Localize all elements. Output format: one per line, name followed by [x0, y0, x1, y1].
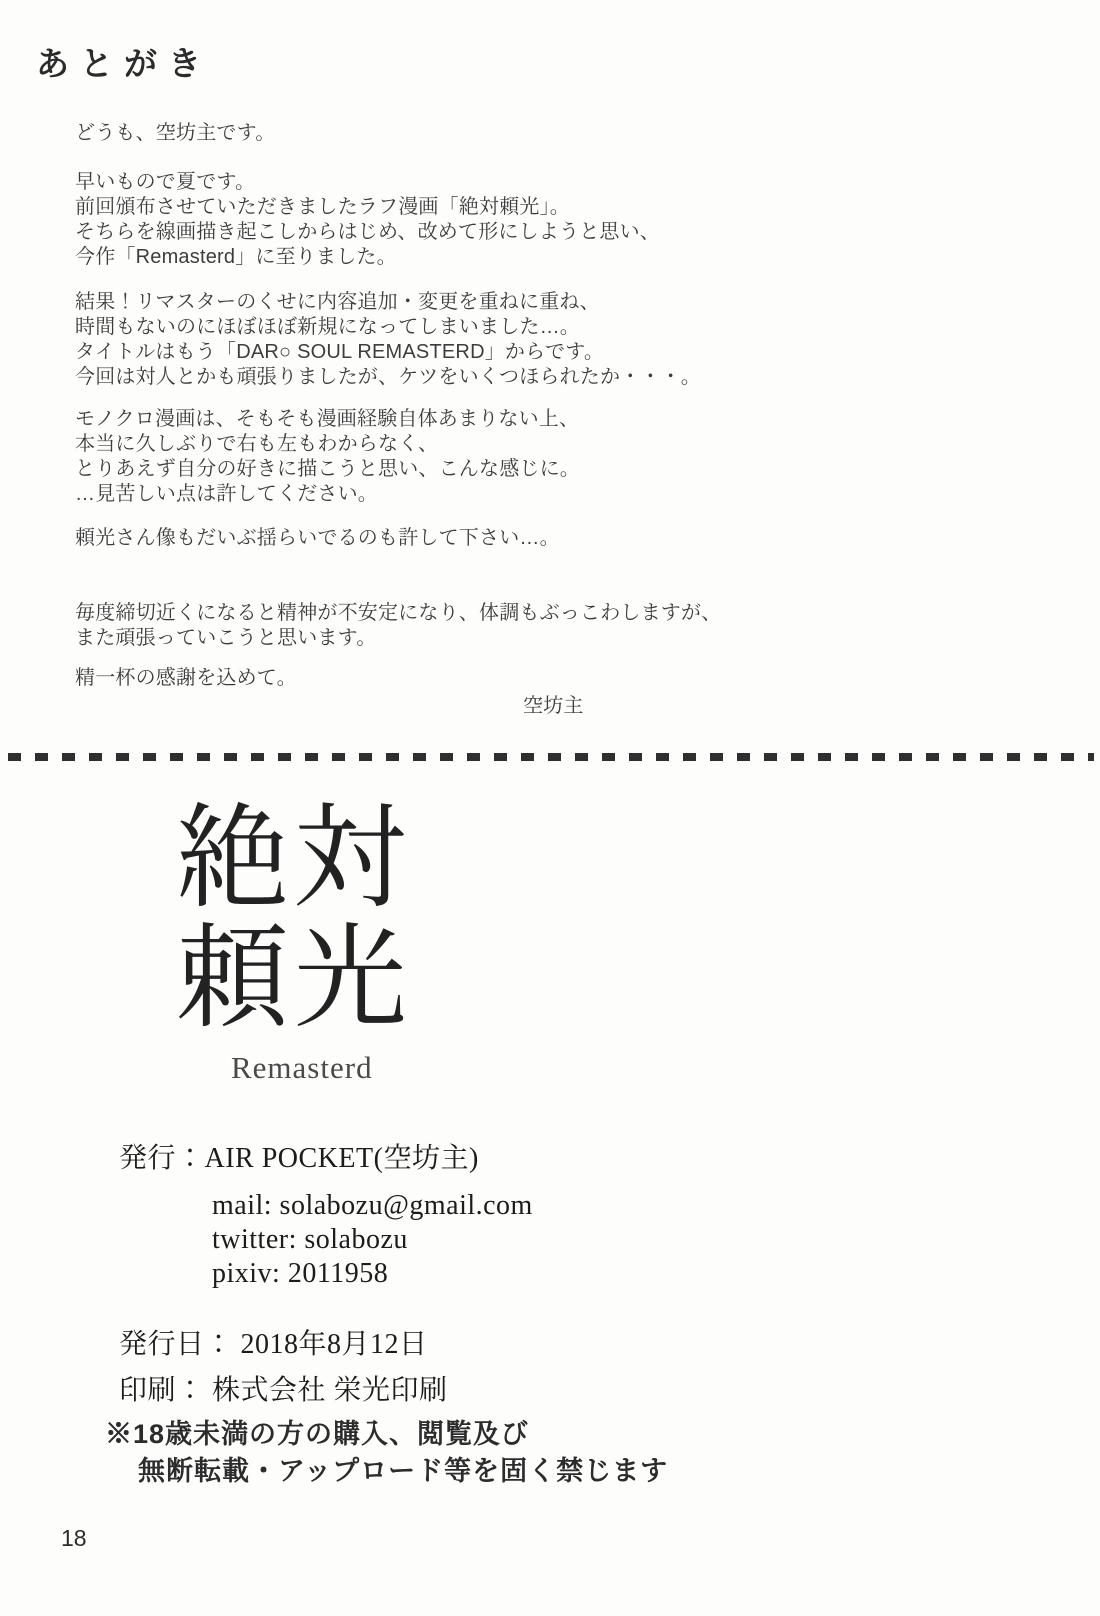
- age-warning-line: ※18歳未満の方の購入、閲覧及び: [105, 1419, 530, 1449]
- afterword-line: 今作「Remasterd」に至りました。: [75, 246, 397, 268]
- colophon: [119, 1136, 533, 1408]
- book-title-line: 頼光: [176, 917, 412, 1042]
- afterword-line: とりあえず自分の好きに描こうと思い、こんな感じに。: [75, 458, 580, 480]
- afterword-line: …見苦しい点は許してください。: [75, 483, 378, 505]
- afterword-paragraph: [75, 601, 775, 651]
- book-title: [176, 797, 412, 1042]
- publish-date-line: 発行日： 2018年8月12日: [119, 1329, 428, 1360]
- afterword-line: どうも、空坊主です。: [75, 122, 276, 144]
- afterword-line: 毎度締切近くになると精神が不安定になり、体調もぶっこわしますが、: [75, 602, 722, 624]
- afterword-line: タイトルはもう「DAR○ SOUL REMASTERD」からです。: [75, 341, 605, 363]
- age-warning-line: 無断転載・アップロード等を固く禁じます: [138, 1456, 669, 1486]
- book-subtitle: Remasterd: [231, 1050, 373, 1085]
- afterword-line: 本当に久しぶりで右も左もわからなく、: [75, 433, 439, 455]
- afterword-line: 前回頒布させていただきましたラフ漫画「絶対頼光」。: [75, 196, 570, 218]
- author-signature: 空坊主: [523, 695, 584, 717]
- page-number: 18: [61, 1525, 87, 1551]
- afterword-paragraph: [75, 121, 775, 146]
- afterword-line: 頼光さん像もだいぶ揺らいでるのも許して下さい…。: [75, 527, 560, 549]
- contact-mail: mail: solabozu@gmail.com: [212, 1190, 533, 1221]
- afterword-paragraph: [75, 526, 775, 551]
- afterword-paragraph: [75, 290, 775, 390]
- afterword-text: [75, 121, 775, 719]
- printer-line: 印刷： 株式会社 栄光印刷: [119, 1375, 448, 1406]
- book-title-line: 絶対: [176, 797, 412, 922]
- contact-pixiv: pixiv: 2011958: [212, 1258, 389, 1289]
- afterword-line: そちらを線画描き起こしからはじめ、改めて形にしようと思い、: [75, 221, 660, 243]
- page-title: あとがき: [36, 45, 212, 82]
- afterword-line: 結果！リマスターのくせに内容追加・変更を重ねに重ね、: [75, 291, 600, 313]
- dashed-divider: [8, 753, 1094, 761]
- afterword-paragraph: [75, 666, 775, 691]
- contact-twitter: twitter: solabozu: [212, 1224, 408, 1255]
- afterword-line: 今回は対人とかも頑張りましたが、ケツをいくつほられたか・・・。: [75, 366, 701, 388]
- afterword-line: 早いもので夏です。: [75, 171, 256, 193]
- age-warning: [105, 1416, 668, 1490]
- afterword-paragraph: [75, 170, 775, 270]
- publisher-line: 発行：AIR POCKET(空坊主): [119, 1143, 479, 1174]
- afterword-line: 精一杯の感謝を込めて。: [75, 667, 297, 689]
- afterword-line: モノクロ漫画は、そもそも漫画経験自体あまりない上、: [75, 408, 580, 430]
- afterword-line: 時間もないのにほぼほぼ新規になってしまいました…。: [75, 316, 580, 338]
- afterword-line: また頑張っていこうと思います。: [75, 627, 377, 649]
- afterword-paragraph: [75, 407, 775, 507]
